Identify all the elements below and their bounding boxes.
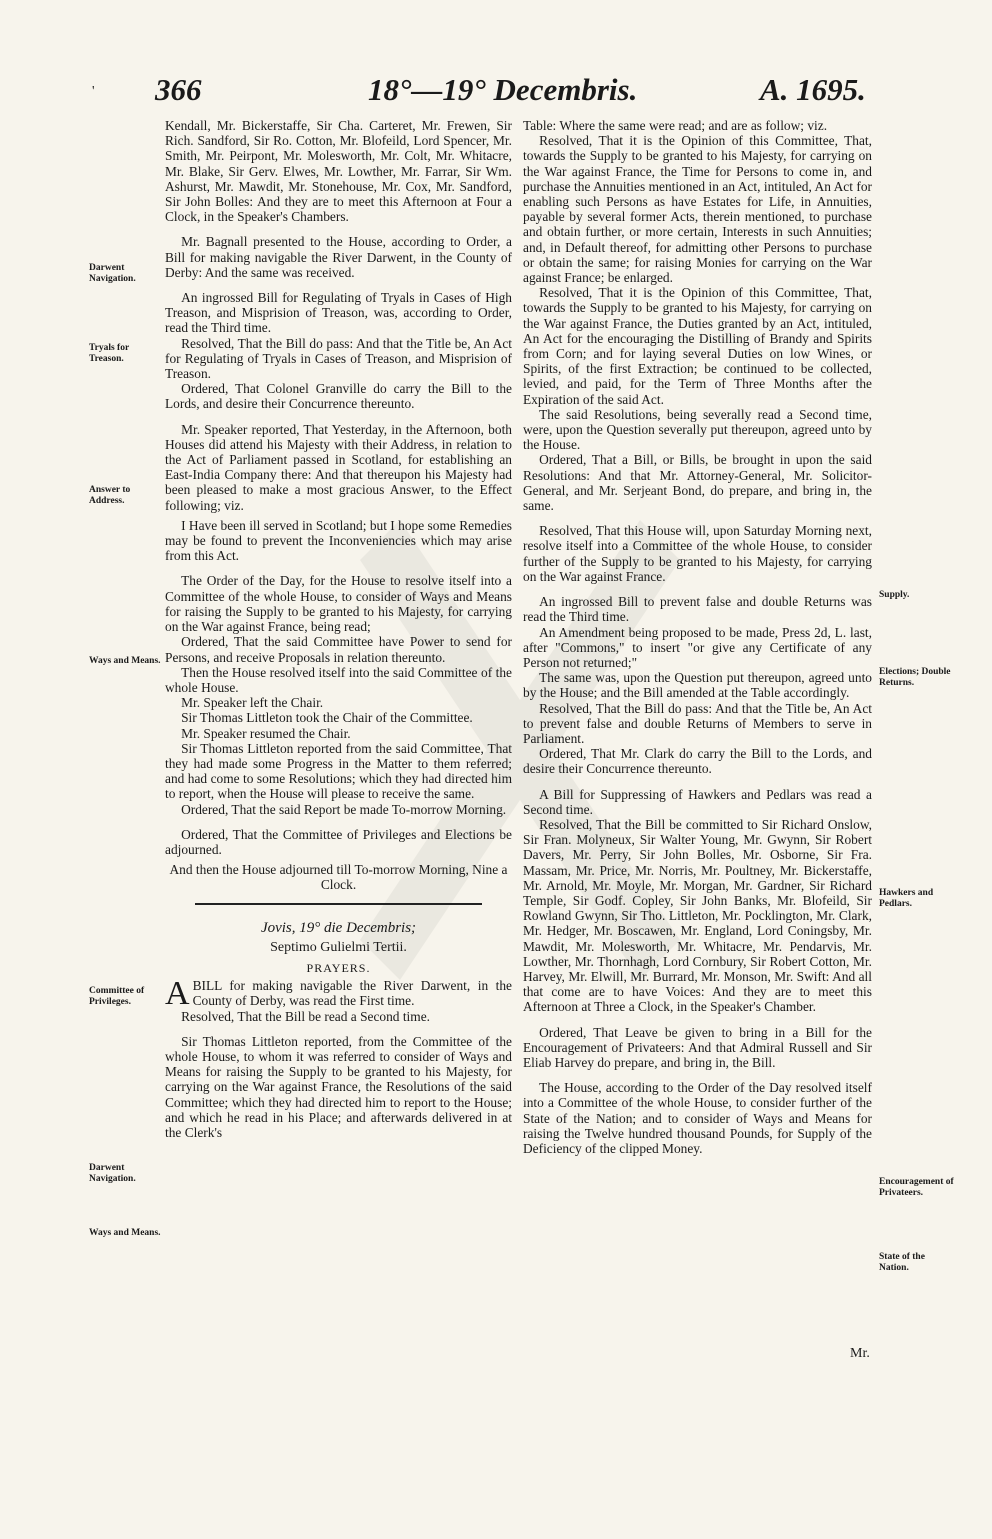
paragraph [165, 975, 512, 1013]
paragraph: Ordered, That the Committee of Privileges and Elections be adjourned. [165, 826, 512, 857]
paragraph: Kendall, Mr. Bickerstaffe, Sir Cha. Carteret, Mr. Frewen, Sir Rich. Sandford, Sir Ro. Cotton, Mr. Blofeild, Lord Spencer, Mr. Smith, Mr. Peirpont, Mr. Molesworth, Mr. Colt, Mr. Whitacre, Mr. Blake, Sir Gerv. Elwes, Mr. Lowther, Mr. Farrar, Sir Wm. Ashurst, Mr. Mawdit, Mr. Stonehouse, Mr. Cox, Mr. Sandford, Sir John Bolles: And they are to meet this Afternoon at Four a Clock, in the Speaker's Chambers. [165, 118, 512, 225]
drop-cap: A [165, 975, 190, 1013]
paragraph: A Bill for Suppressing of Hawkers and Pedlars was read a Second time. [523, 786, 872, 817]
paragraph: Then the House resolved itself into the said Committee of the whole House. [165, 664, 512, 695]
paragraph: Resolved, That it is the Opinion of this Committee, That, towards the Supply to be granted to his Majesty, for carrying on the War against France, the Duties granted by an Act, intituled, An Act for the encouraging the Distilling of Brandy and Spirits from Corn; and for laying several Duties on low Wines, or Spirits, of the first Extraction; be continued to be collected, levied, and paid, for the Term of Three Months after the Expiration of the said Act. [523, 285, 872, 407]
adjournment-line: And then the House adjourned till To-morrow Morning, Nine a Clock. [169, 862, 508, 893]
paragraph: Resolved, That this House will, upon Saturday Morning next, resolve itself into a Committee of the whole House, to consider further of the Supply to be granted to his Majesty, for carrying on the War against France. [523, 523, 872, 584]
paragraph: An Amendment being proposed to be made, Press 2d, L. last, after "Commons," to insert "or give any Certificate of any Person not returned;" [523, 624, 872, 670]
left-column [165, 118, 512, 1140]
paragraph: The House, according to the Order of the Day resolved itself into a Committee of the whole House, to consider further of the State of the Nation; and to consider of Ways and Means for raising the Twelve hundred thousand Pounds, for Supply of the Deficiency of the clipped Money. [523, 1080, 872, 1156]
paragraph: Sir Thomas Littleton reported, from the Committee of the whole House, to whom it was referred to consider of Ways and Means for raising the Supply to be granted to his Majesty, for carrying on the War against France, the Resolutions of the said Committee; which they had directed him to report to the House; and which he read in his Place; and afterwards delivered in at the Clerk's [165, 1033, 512, 1140]
paragraph: Ordered, That the said Committee have Power to send for Persons, and receive Proposals in relation thereunto. [165, 634, 512, 665]
paragraph-text: BILL for making navigable the River Darwent, in the County of Derby, was read the First time. [192, 978, 512, 1009]
paragraph: Mr. Speaker reported, That Yesterday, in the Afternoon, both Houses did attend his Majesty with their Address, in relation to the Act of Parliament passed in Scotland, for establishing an East-India Company there: And that thereupon his Majesty had been pleased to make a most gracious Answer, to the Effect following; viz. [165, 421, 512, 513]
page-number: 366 [155, 72, 202, 107]
paragraph: Resolved, That the Bill be committed to Sir Richard Onslow, Sir Fran. Molyneux, Sir Walter Young, Mr. Gwynn, Sir Robert Davers, Mr. Perry, Sir John Bolles, Mr. Osborne, Sir Fra. Massam, Mr. Price, Mr. Norris, Mr. Poultney, Mr. Bickerstaffe, Mr. Arnold, Mr. Moyle, Mr. Morgan, Mr. Gardner, Sir Richard Temple, Sir Godf. Copley, Sir John Banks, Mr. Blofeild, Sir Rowland Gwynn, Sir Tho. Littleton, Mr. Pocklington, Mr. Clark, Mr. Hedger, Mr. Boscawen, Mr. England, Lord Coningsby, Mr. Mawdit, Mr. Molesworth, Mr. Whitacre, Mr. Pendarvis, Mr. Lowther, Mr. Thornhagh, Lord Cornbury, Sir Robert Cotton, Mr. Harvey, Mr. Elwill, Mr. Burrard, Mr. Monson, Mr. Swift: And all that come are to have Voices: And they are to meet this Afternoon at Three a Clock, in the Speaker's Chamber. [523, 816, 872, 1015]
margin-tick: ' [92, 84, 95, 99]
paragraph: Ordered, That Mr. Clark do carry the Bill to the Lords, and desire their Concurrence thereunto. [523, 746, 872, 777]
paragraph: Mr. Speaker left the Chair. [181, 695, 324, 711]
right-column [523, 118, 872, 1156]
margin-note-committee-of-privileges: Committee of Privileges. [89, 986, 145, 1007]
prayers-label: PRAYERS. [306, 960, 371, 975]
paragraph: Resolved, That the Bill do pass: And that the Title be, An Act for Regulating of Tryals in Cases of Treason, and Misprision of Treason. [165, 335, 512, 382]
paragraph: Sir Thomas Littleton reported from the said Committee, That they had made some Progress in the Matter to them referred; and had come to some Resolutions; which they had directed him to report, when the House will please to receive the same. [165, 740, 512, 802]
paragraph: Ordered, That Leave be given to bring in a Bill for the Encouragement of Privateers: And that Admiral Russell and Sir Eliab Harvey do prepare, and bring in, the Bill. [523, 1024, 872, 1070]
margin-note-ways-and-means: Ways and Means. [89, 656, 161, 666]
paragraph: An ingrossed Bill to prevent false and double Returns was read the Third time. [523, 594, 872, 625]
paragraph: An ingrossed Bill for Regulating of Tryals in Cases of High Treason, and Misprision of Treason, was, according to Order, read the Third time. [165, 290, 512, 336]
paragraph: Sir Thomas Littleton took the Chair of the Committee. [181, 710, 473, 726]
paragraph: Resolved, That it is the Opinion of this Committee, That, towards the Supply to be granted to his Majesty, for carrying on the War against France, the Time for Persons to come in, and purchase the Annuities mentioned in an Act, intituled, An Act for enabling such Persons as have Estates for Life, in Annuities, payable by several former Acts, therein mentioned, to purchase and obtain further, or more certain, Interests in such Annuities; and, in Default thereof, for admitting other Persons to purchase or obtain the same; for raising Monies for carrying on the War against France; be enlarged. [523, 133, 872, 286]
section-rule [195, 903, 482, 905]
margin-note-supply: Supply. [879, 590, 910, 600]
paragraph: Ordered, That a Bill, or Bills, be brought in upon the said Resolutions: And that Mr. Attorney-General, Mr. Solicitor-General, and Mr. Serjeant Bond, do prepare, and bring in, the same. [523, 452, 872, 514]
paragraph: The same was, upon the Question put thereupon, agreed unto by the House; and the Bill amended at the Table accordingly. [523, 670, 872, 701]
margin-note-darwent-navigation-2: Darwent Navigation. [89, 1163, 136, 1184]
paragraph: Resolved, That the Bill be read a Second time. [181, 1008, 430, 1024]
catchword: Mr. [850, 1346, 870, 1361]
paragraph: The Order of the Day, for the House to resolve itself into a Committee of the whole House, to consider of Ways and Means for raising the Supply to be granted to his Majesty, for carrying on the War against France, being read; [165, 573, 512, 635]
day-heading: Jovis, 19° die Decembris; [260, 919, 417, 936]
paragraph: Mr. Speaker resumed the Chair. [181, 725, 351, 741]
header-year: A. 1695. [760, 72, 866, 107]
margin-note-state-of-nation: State of the Nation. [879, 1252, 925, 1273]
margin-note-ways-and-means-2: Ways and Means. [89, 1228, 161, 1238]
margin-note-darwent-navigation: Darwent Navigation. [89, 263, 136, 284]
regnal-year: Septimo Gulielmi Tertii. [270, 939, 407, 955]
header-date: 18°—19° Decembris. [368, 72, 638, 107]
margin-note-elections: Elections; Double Returns. [879, 667, 951, 688]
paragraph: Ordered, That the said Report be made To-morrow Morning. [181, 801, 507, 817]
page-header [0, 72, 992, 112]
paragraph: I Have been ill served in Scotland; but I hope some Remedies may be found to prevent the Inconveniencies which may arise from this Act. [165, 517, 512, 564]
paragraph: The said Resolutions, being severally read a Second time, were, upon the Question severally put thereupon, agreed unto by the House. [523, 406, 872, 453]
margin-note-encouragement: Encouragement of Privateers. [879, 1177, 954, 1198]
paragraph: Resolved, That the Bill do pass: And that the Title be, An Act to prevent false and double Returns of Members to serve in Parliament. [523, 700, 872, 746]
paragraph: Table: Where the same were read; and are as follow; viz. [523, 118, 828, 133]
margin-note-hawkers: Hawkers and Pedlars. [879, 888, 934, 909]
margin-note-answer-to-address: Answer to Address. [89, 485, 131, 506]
margin-note-tryals-for-treason: Tryals for Treason. [89, 343, 130, 364]
paragraph: Mr. Bagnall presented to the House, according to Order, a Bill for making navigable the River Darwent, in the County of Derby: And the same was received. [165, 234, 512, 280]
paragraph: Ordered, That Colonel Granville do carry the Bill to the Lords, and desire their Concurrence thereunto. [165, 381, 512, 412]
